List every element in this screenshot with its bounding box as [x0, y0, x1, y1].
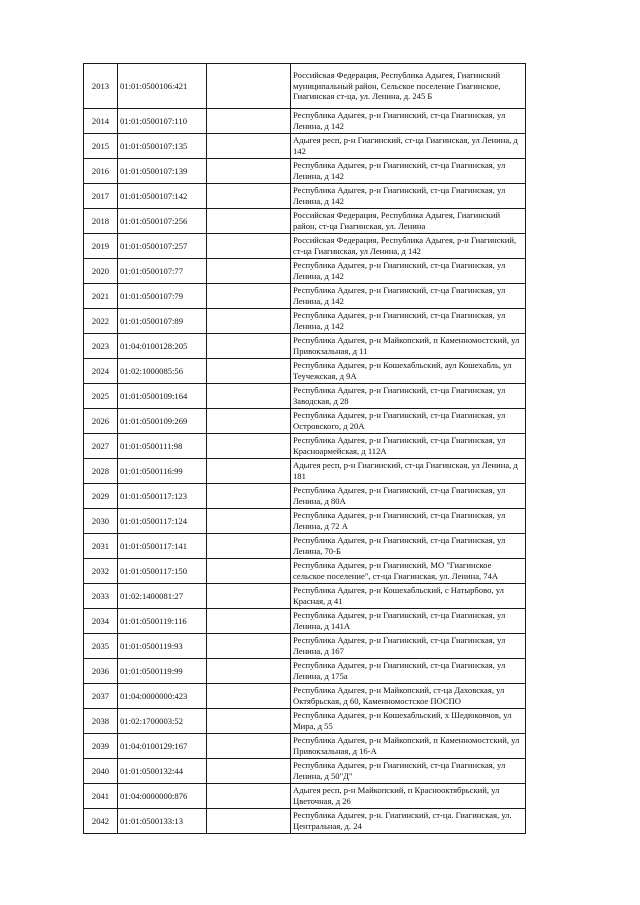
cadastral-number-cell: 01:01:0500107:135: [118, 134, 207, 159]
row-number-cell: 2027: [84, 434, 118, 459]
empty-cell: [207, 634, 291, 659]
table-row: [84, 559, 526, 584]
empty-cell: [207, 534, 291, 559]
row-number-cell: 2015: [84, 134, 118, 159]
address-cell: Российская Федерация, Республика Адыгея, Гиагинский муниципальный район, Сельское поселение Гиагинское, Гиагинская ст-ца, ул. Ленина, д. 245 Б: [291, 64, 526, 109]
address-cell: Республика Адыгея, р-н Гиагинский, ст-ца Гиагинская, ул Ленина, д 175а: [291, 659, 526, 684]
address-cell: Республика Адыгея, р-н Гиагинский, ст-ца Гиагинская, ул Ленина, д 142: [291, 259, 526, 284]
row-number-cell: 2021: [84, 284, 118, 309]
address-cell: Республика Адыгея, р-н Майкопский, ст-ца Даховская, ул Октябрьская, д 60, Каменномостское ПОСПО: [291, 684, 526, 709]
cadastral-number-cell: 01:01:0500107:256: [118, 209, 207, 234]
table-row: [84, 434, 526, 459]
empty-cell: [207, 159, 291, 184]
cadastral-number-cell: 01:01:0500106:421: [118, 64, 207, 109]
table-row: [84, 759, 526, 784]
empty-cell: [207, 234, 291, 259]
address-cell: Республика Адыгея, р-н Гиагинский, ст-ца Гиагинская, ул Ленина, д 80А: [291, 484, 526, 509]
cadastral-number-cell: 01:04:0000000:876: [118, 784, 207, 809]
table-row: [84, 259, 526, 284]
cadastral-number-cell: 01:01:0500107:89: [118, 309, 207, 334]
table-row: [84, 609, 526, 634]
empty-cell: [207, 209, 291, 234]
cadastral-number-cell: 01:01:0500133:13: [118, 809, 207, 834]
cadastral-number-cell: 01:01:0500132:44: [118, 759, 207, 784]
address-cell: Республика Адыгея, р-н Кошехабльский, х Шедюковчов, ул Мира, д 55: [291, 709, 526, 734]
table-row: [84, 684, 526, 709]
table-row: [84, 64, 526, 109]
cadastral-number-cell: 01:01:0500119:116: [118, 609, 207, 634]
row-number-cell: 2030: [84, 509, 118, 534]
address-cell: Республика Адыгея, р-н Гиагинский, ст-ца Гиагинская, ул Ленина, д 141А: [291, 609, 526, 634]
empty-cell: [207, 334, 291, 359]
row-number-cell: 2031: [84, 534, 118, 559]
address-cell: Российская Федерация, Республика Адыгея, Гиагинский район, ст-ца Гиагинская, ул. Ленина: [291, 209, 526, 234]
address-cell: Республика Адыгея, р-н Гиагинский, ст-ца Гиагинская, ул Ленина, д 142: [291, 284, 526, 309]
cadastral-number-cell: 01:01:0500119:99: [118, 659, 207, 684]
empty-cell: [207, 409, 291, 434]
row-number-cell: 2033: [84, 584, 118, 609]
row-number-cell: 2032: [84, 559, 118, 584]
address-cell: Республика Адыгея, р-н. Гиагинский, ст-ца. Гиагинская, ул. Центральная, д. 24: [291, 809, 526, 834]
empty-cell: [207, 559, 291, 584]
row-number-cell: 2022: [84, 309, 118, 334]
table-row: [84, 784, 526, 809]
address-cell: Республика Адыгея, р-н Гиагинский, ст-ца Гиагинская, ул Ленина, 70-Б: [291, 534, 526, 559]
empty-cell: [207, 759, 291, 784]
empty-cell: [207, 284, 291, 309]
empty-cell: [207, 134, 291, 159]
address-cell: Республика Адыгея, р-н Майкопский, п Каменномостский, ул Привокзальная, д 16-А: [291, 734, 526, 759]
empty-cell: [207, 609, 291, 634]
empty-cell: [207, 509, 291, 534]
cadastral-number-cell: 01:01:0500109:269: [118, 409, 207, 434]
row-number-cell: 2026: [84, 409, 118, 434]
row-number-cell: 2024: [84, 359, 118, 384]
empty-cell: [207, 659, 291, 684]
cadastral-number-cell: 01:04:0100129:167: [118, 734, 207, 759]
table-row: [84, 359, 526, 384]
table-row: [84, 234, 526, 259]
empty-cell: [207, 684, 291, 709]
row-number-cell: 2028: [84, 459, 118, 484]
address-cell: Республика Адыгея, р-н Гиагинский, ст-ца Гиагинская, ул Ленина, д 72 А: [291, 509, 526, 534]
table-row: [84, 534, 526, 559]
address-cell: Республика Адыгея, р-н Гиагинский, ст-ца Гиагинская, ул Ленина, д 142: [291, 109, 526, 134]
table-row: [84, 334, 526, 359]
row-number-cell: 2025: [84, 384, 118, 409]
table-row: [84, 409, 526, 434]
table-row: [84, 709, 526, 734]
empty-cell: [207, 584, 291, 609]
table-row: [84, 809, 526, 834]
cadastral-number-cell: 01:04:0100128:205: [118, 334, 207, 359]
address-cell: Республика Адыгея, р-н Гиагинский, МО "Гиагинское сельское поселение", ст-ца Гиагинская, ул. Ленина, 74А: [291, 559, 526, 584]
table-row: [84, 584, 526, 609]
row-number-cell: 2014: [84, 109, 118, 134]
empty-cell: [207, 459, 291, 484]
address-cell: Адыгея респ, р-н Гиагинский, ст-ца Гиагинская, ул Ленина, д 181: [291, 459, 526, 484]
row-number-cell: 2034: [84, 609, 118, 634]
table-row: [84, 509, 526, 534]
row-number-cell: 2035: [84, 634, 118, 659]
property-table-body: [84, 64, 526, 834]
empty-cell: [207, 184, 291, 209]
cadastral-number-cell: 01:04:0000000:423: [118, 684, 207, 709]
empty-cell: [207, 434, 291, 459]
table-row: [84, 109, 526, 134]
row-number-cell: 2041: [84, 784, 118, 809]
address-cell: Республика Адыгея, р-н Майкопский, п Каменномостский, ул Привокзальная, д 11: [291, 334, 526, 359]
table-row: [84, 734, 526, 759]
address-cell: Республика Адыгея, р-н Гиагинский, ст-ца Гиагинская, ул Ленина, д 142: [291, 309, 526, 334]
empty-cell: [207, 109, 291, 134]
row-number-cell: 2016: [84, 159, 118, 184]
empty-cell: [207, 734, 291, 759]
property-table: [83, 63, 526, 834]
row-number-cell: 2019: [84, 234, 118, 259]
cadastral-number-cell: 01:02:1400081:27: [118, 584, 207, 609]
row-number-cell: 2042: [84, 809, 118, 834]
empty-cell: [207, 709, 291, 734]
address-cell: Республика Адыгея, р-н Гиагинский, ст-ца Гиагинская, ул Ленина, д 167: [291, 634, 526, 659]
empty-cell: [207, 359, 291, 384]
address-cell: Республика Адыгея, р-н Кошехабльский, с Натырбово, ул Красная, д 41: [291, 584, 526, 609]
cadastral-number-cell: 01:01:0500107:110: [118, 109, 207, 134]
table-row: [84, 284, 526, 309]
empty-cell: [207, 259, 291, 284]
cadastral-number-cell: 01:01:0500116:99: [118, 459, 207, 484]
cadastral-number-cell: 01:01:0500119:93: [118, 634, 207, 659]
address-cell: Республика Адыгея, р-н Гиагинский, ст-ца Гиагинская, ул Ленина, д 50"Д": [291, 759, 526, 784]
cadastral-number-cell: 01:01:0500107:139: [118, 159, 207, 184]
address-cell: Адыгея респ, р-н Майкопский, п Краснооктябрьский, ул Цветочная, д 26: [291, 784, 526, 809]
row-number-cell: 2036: [84, 659, 118, 684]
row-number-cell: 2017: [84, 184, 118, 209]
table-row: [84, 134, 526, 159]
cadastral-number-cell: 01:01:0500107:79: [118, 284, 207, 309]
cadastral-number-cell: 01:02:1700003:52: [118, 709, 207, 734]
table-row: [84, 184, 526, 209]
address-cell: Республика Адыгея, р-н Гиагинский, ст-ца Гиагинская, ул Островского, д 20А: [291, 409, 526, 434]
table-row: [84, 309, 526, 334]
row-number-cell: 2029: [84, 484, 118, 509]
row-number-cell: 2023: [84, 334, 118, 359]
empty-cell: [207, 384, 291, 409]
address-cell: Республика Адыгея, р-н Гиагинский, ст-ца Гиагинская, ул Красноармейская, д 112А: [291, 434, 526, 459]
empty-cell: [207, 484, 291, 509]
address-cell: Республика Адыгея, р-н Гиагинский, ст-ца Гиагинская, ул Заводская, д 28: [291, 384, 526, 409]
cadastral-number-cell: 01:01:0500107:142: [118, 184, 207, 209]
empty-cell: [207, 64, 291, 109]
address-cell: Республика Адыгея, р-н Кошехабльский, аул Кошехабль, ул Теучежская, д 9А: [291, 359, 526, 384]
empty-cell: [207, 809, 291, 834]
cadastral-number-cell: 01:01:0500117:150: [118, 559, 207, 584]
cadastral-number-cell: 01:01:0500111:98: [118, 434, 207, 459]
table-row: [84, 484, 526, 509]
row-number-cell: 2037: [84, 684, 118, 709]
row-number-cell: 2018: [84, 209, 118, 234]
address-cell: Республика Адыгея, р-н Гиагинский, ст-ца Гиагинская, ул Ленина, д 142: [291, 159, 526, 184]
cadastral-number-cell: 01:01:0500109:164: [118, 384, 207, 409]
address-cell: Республика Адыгея, р-н Гиагинский, ст-ца Гиагинская, ул Ленина, д 142: [291, 184, 526, 209]
cadastral-number-cell: 01:01:0500117:141: [118, 534, 207, 559]
empty-cell: [207, 309, 291, 334]
cadastral-number-cell: 01:02:1000085:56: [118, 359, 207, 384]
cadastral-number-cell: 01:01:0500117:123: [118, 484, 207, 509]
table-row: [84, 159, 526, 184]
cadastral-number-cell: 01:01:0500117:124: [118, 509, 207, 534]
table-row: [84, 459, 526, 484]
empty-cell: [207, 784, 291, 809]
table-row: [84, 209, 526, 234]
address-cell: Российская Федерация, Республика Адыгея, р-н Гиагинский, ст-ца Гиагинская, ул Ленина, д 142: [291, 234, 526, 259]
cadastral-number-cell: 01:01:0500107:77: [118, 259, 207, 284]
row-number-cell: 2013: [84, 64, 118, 109]
address-cell: Адыгея респ, р-н Гиагинский, ст-ца Гиагинская, ул Ленина, д 142: [291, 134, 526, 159]
row-number-cell: 2038: [84, 709, 118, 734]
row-number-cell: 2039: [84, 734, 118, 759]
table-row: [84, 634, 526, 659]
cadastral-number-cell: 01:01:0500107:257: [118, 234, 207, 259]
row-number-cell: 2040: [84, 759, 118, 784]
table-row: [84, 659, 526, 684]
row-number-cell: 2020: [84, 259, 118, 284]
table-row: [84, 384, 526, 409]
